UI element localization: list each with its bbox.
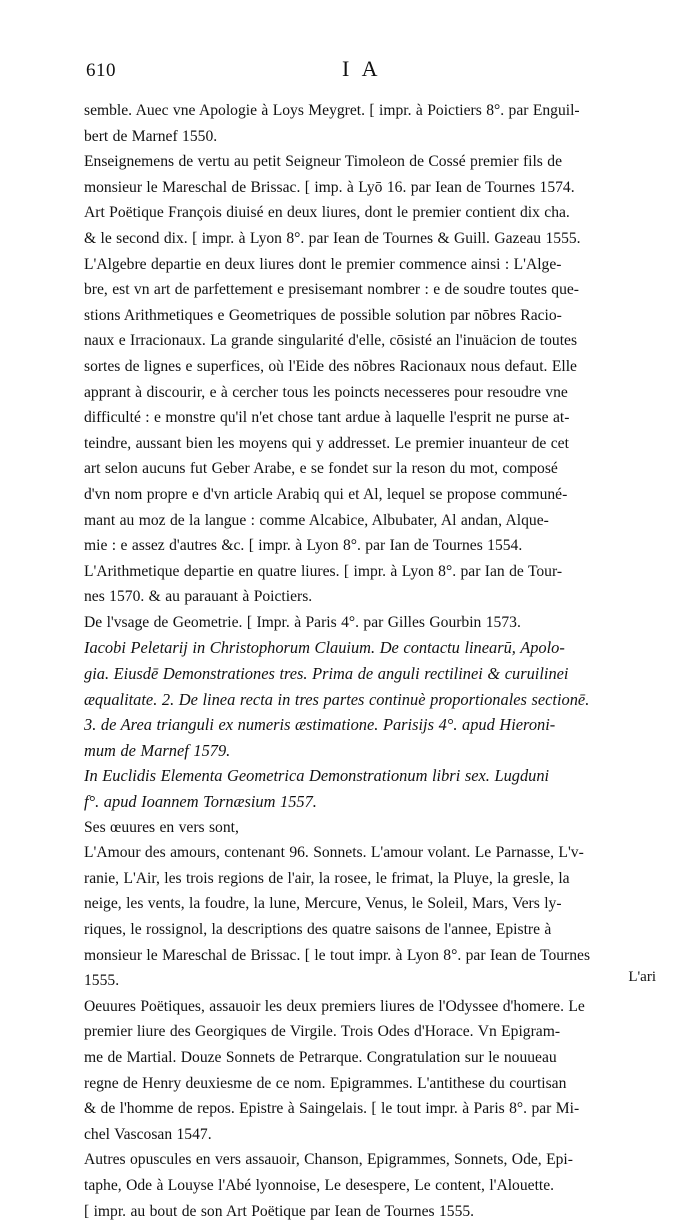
text-line: 1555. — [84, 972, 120, 990]
bibliography-entry — [84, 149, 616, 200]
text-line: [ impr. au bout de son Art Poëtique par Iean de Tournes 1555. — [84, 1202, 475, 1220]
text-line: L'Arithmetique departie en quatre liures. [ impr. à Lyon 8°. par Ian de Tour- — [84, 562, 563, 580]
bibliography-entry — [84, 763, 616, 814]
text-line: Oeuures Poëtiques, assauoir les deux premiers liures de l'Odyssee d'homere. Le — [84, 997, 585, 1015]
bibliography-entry — [84, 815, 616, 841]
text-line: neige, les vents, la foudre, la lune, Mercure, Venus, le Soleil, Mars, Vers ly- — [84, 895, 562, 913]
text-line: bre, est vn art de parfettement e presisemant nombrer : e de soudre toutes que- — [84, 281, 579, 299]
bibliography-entry — [84, 559, 616, 610]
text-line: mum de Marnef 1579. — [84, 740, 231, 760]
text-line: premier liure des Georgiques de Virgile. Trois Odes d'Horace. Vn Epigram- — [84, 1023, 561, 1041]
text-line: apprant à discourir, e à cercher tous les poincts necesseres pour resoudre vne — [84, 383, 568, 401]
text-line: difficulté : e monstre qu'il n'et chose tant ardue à laquelle l'esprit ne purse at- — [84, 409, 570, 427]
text-line: Autres opuscules en vers assauoir, Chanson, Epigrammes, Sonnets, Ode, Epi- — [84, 1151, 573, 1169]
bibliography-entry — [84, 840, 616, 994]
bibliography-entry — [84, 610, 616, 636]
text-line: monsieur le Mareschal de Brissac. [ imp. à Lyō 16. par Iean de Tournes 1574. — [84, 178, 575, 196]
bibliography-entry — [84, 635, 616, 763]
text-line: Enseignemens de vertu au petit Seigneur Timoleon de Cossé premier fils de — [84, 153, 562, 171]
text-line: taphe, Ode à Louyse l'Abé lyonnoise, Le desespere, Le content, l'Alouette. — [84, 1176, 555, 1194]
text-line: De l'vsage de Geometrie. [ Impr. à Paris 4°. par Gilles Gourbin 1573. — [84, 613, 521, 631]
text-line: L'Algebre departie en deux liures dont le premier commence ainsi : L'Alge- — [84, 255, 562, 273]
text-line: riques, le rossignol, la descriptions des quatre saisons de l'annee, Epistre à — [84, 921, 552, 938]
text-line: & de l'homme de repos. Epistre à Saingelais. [ le tout impr. à Paris 8°. par Mi- — [84, 1100, 580, 1118]
text-line: stions Arithmetiques e Geometriques de possible solution par nōbres Racio- — [84, 306, 562, 324]
text-line: teindre, aussant bien les moyens qui y addresset. Le premier inuanteur de cet — [84, 434, 569, 452]
text-line: monsieur le Mareschal de Brissac. [ le tout impr. à Lyon 8°. par Iean de Tournes — [84, 946, 591, 964]
text-line: d'vn nom propre e d'vn article Arabiq qui et Al, lequel se propose communé- — [84, 485, 568, 503]
text-line: sortes de lignes e superfices, où l'Eide des nōbres Racionaux nous defaut. Elle — [84, 357, 577, 375]
bibliography-entry — [84, 1147, 616, 1224]
bibliography-entry — [84, 200, 616, 251]
catchword: L'ari — [628, 969, 656, 985]
text-line: art selon aucuns fut Geber Arabe, e se fondet sur la reson du mot, composé — [84, 460, 558, 478]
text-line: nes 1570. & au parauant à Poictiers. — [84, 588, 313, 606]
bibliography-entry — [84, 252, 616, 559]
bibliography-entry — [84, 994, 616, 1148]
text-line: bert de Marnef 1550. — [84, 127, 218, 145]
page-number: 610 — [86, 60, 116, 81]
text-line: In Euclidis Elementa Geometrica Demonstrationum libri sex. Lugduni — [84, 766, 550, 786]
text-line: chel Vascosan 1547. — [84, 1125, 212, 1143]
text-line: & le second dix. [ impr. à Lyon 8°. par Iean de Tournes & Guill. Gazeau 1555. — [84, 229, 581, 247]
text-line: naux e Irracionaux. La grande singularité d'elle, cōsisté an l'inuäcion de toutes — [84, 332, 578, 350]
text-line: æqualitate. 2. De linea recta in tres partes continuè proportionales sectionē. — [84, 689, 590, 709]
text-line: Ses œuures en vers sont, — [84, 818, 239, 836]
text-line: Iacobi Peletarij in Christophorum Clauium. De contactu linearū, Apolo- — [84, 638, 565, 658]
text-line: 3. de Area trianguli ex numeris æstimatione. Parisijs 4°. apud Hieroni- — [84, 715, 556, 735]
running-head: I A — [342, 56, 382, 81]
text-line: me de Martial. Douze Sonnets de Petrarque. Congratulation sur le nouueau — [84, 1048, 557, 1066]
text-line: ranie, L'Air, les trois regions de l'air, la rosee, le frimat, la Pluye, la gresle, la — [84, 869, 570, 887]
text-line: semble. Auec vne Apologie à Loys Meygret. [ impr. à Poictiers 8°. par Enguil- — [84, 102, 580, 119]
text-line: regne de Henry deuxiesme de ce nom. Epigrammes. L'antithese du courtisan — [84, 1074, 567, 1092]
text-line: L'Amour des amours, contenant 96. Sonnets. L'amour volant. Le Parnasse, L'v- — [84, 844, 584, 862]
text-line: mant au moz de la langue : comme Alcabice, Albubater, Al andan, Alque- — [84, 511, 549, 529]
text-line: gia. Eiusdē Demonstrationes tres. Prima de anguli rectilinei & curuilinei — [84, 664, 569, 684]
body-text — [84, 98, 616, 1224]
bibliography-entry — [84, 98, 616, 149]
text-line: mie : e assez d'autres &c. [ impr. à Lyon 8°. par Ian de Tournes 1554. — [84, 537, 523, 555]
page-header — [86, 52, 656, 86]
text-line: f°. apud Ioannem Tornæsium 1557. — [84, 792, 317, 812]
text-line: Art Poëtique François diuisé en deux liures, dont le premier contient dix cha. — [84, 204, 570, 222]
